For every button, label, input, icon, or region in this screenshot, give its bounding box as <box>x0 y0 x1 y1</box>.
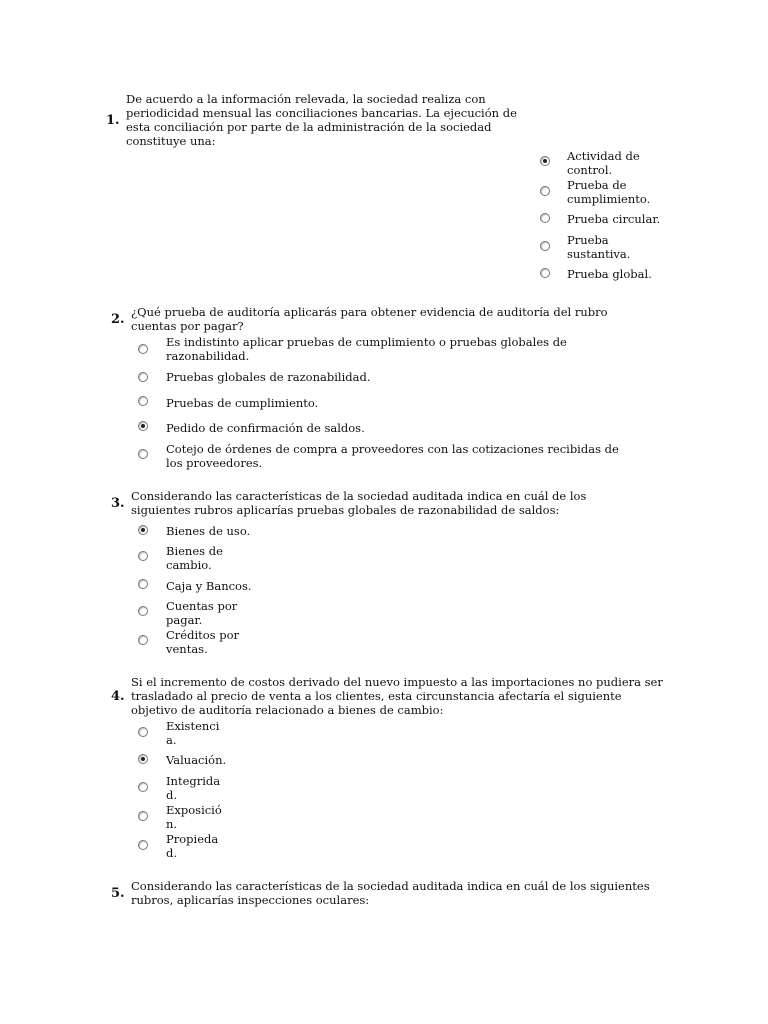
radio-button[interactable] <box>138 635 148 645</box>
question-5-number: 5. <box>111 886 125 901</box>
radio-button[interactable] <box>138 840 148 850</box>
radio-button-selected[interactable] <box>138 421 148 431</box>
radio-button-selected[interactable] <box>138 754 148 764</box>
option-label: Propiedad. <box>166 832 219 860</box>
question-4-number: 4. <box>111 689 125 704</box>
radio-button[interactable] <box>138 372 148 382</box>
question-1-number: 1. <box>106 113 120 128</box>
option-label: Prueba global. <box>567 267 652 281</box>
option-label: Créditos por ventas. <box>166 628 240 656</box>
option-label: Cuentas por pagar. <box>166 599 238 627</box>
question-3-text: Considerando las características de la sociedad auditada indica en cuál de los siguientes rubros aplicarías pruebas globales de razonabilidad de saldos: <box>131 489 587 517</box>
radio-button[interactable] <box>138 727 148 737</box>
question-4-text: Si el incremento de costos derivado del nuevo impuesto a las importaciones no pudiera ser trasladado al precio de venta a los clientes, esta circunstancia afectaría el siguiente objetivo de auditoría relacionado a bienes de cambio: <box>131 675 663 717</box>
radio-button[interactable] <box>138 782 148 792</box>
option-label: Pedido de confirmación de saldos. <box>166 421 365 435</box>
option-label: Caja y Bancos. <box>166 579 252 593</box>
radio-button-selected[interactable] <box>138 525 148 535</box>
option-label: Existencia. <box>166 719 220 747</box>
radio-button[interactable] <box>138 606 148 616</box>
question-2-number: 2. <box>111 312 125 327</box>
question-2-text: ¿Qué prueba de auditoría aplicarás para obtener evidencia de auditoría del rubro cuentas por pagar? <box>131 305 608 333</box>
option-label: Prueba de cumplimiento. <box>567 178 651 206</box>
radio-button[interactable] <box>138 344 148 354</box>
option-label: Prueba circular. <box>567 212 661 226</box>
question-5-text: Considerando las características de la sociedad auditada indica en cuál de los siguientes rubros, aplicarías inspecciones oculares: <box>131 879 650 907</box>
option-label: Integridad. <box>166 774 221 802</box>
question-3-number: 3. <box>111 496 125 511</box>
option-label: Actividad de control. <box>567 149 640 177</box>
radio-button[interactable] <box>138 449 148 459</box>
radio-button[interactable] <box>540 268 550 278</box>
radio-button[interactable] <box>540 213 550 223</box>
radio-button[interactable] <box>540 241 550 251</box>
radio-button-selected[interactable] <box>540 156 550 166</box>
option-label: Bienes de cambio. <box>166 544 223 572</box>
question-1-text: De acuerdo a la información relevada, la sociedad realiza con periodicidad mensual las conciliaciones bancarias. La ejecución de esta conciliación por parte de la administración de la sociedad constituye una: <box>126 92 517 148</box>
radio-button[interactable] <box>138 579 148 589</box>
option-label: Exposición. <box>166 803 222 831</box>
radio-button[interactable] <box>138 811 148 821</box>
radio-button[interactable] <box>138 396 148 406</box>
option-label: Pruebas globales de razonabilidad. <box>166 370 371 384</box>
option-label: Valuación. <box>166 753 227 767</box>
option-label: Es indistinto aplicar pruebas de cumplimiento o pruebas globales de razonabilidad. <box>166 335 567 363</box>
option-label: Pruebas de cumplimiento. <box>166 396 319 410</box>
radio-button[interactable] <box>138 551 148 561</box>
option-label: Prueba sustantiva. <box>567 233 631 261</box>
option-label: Cotejo de órdenes de compra a proveedores con las cotizaciones recibidas de los proveedores. <box>166 442 619 470</box>
radio-button[interactable] <box>540 186 550 196</box>
option-label: Bienes de uso. <box>166 524 251 538</box>
